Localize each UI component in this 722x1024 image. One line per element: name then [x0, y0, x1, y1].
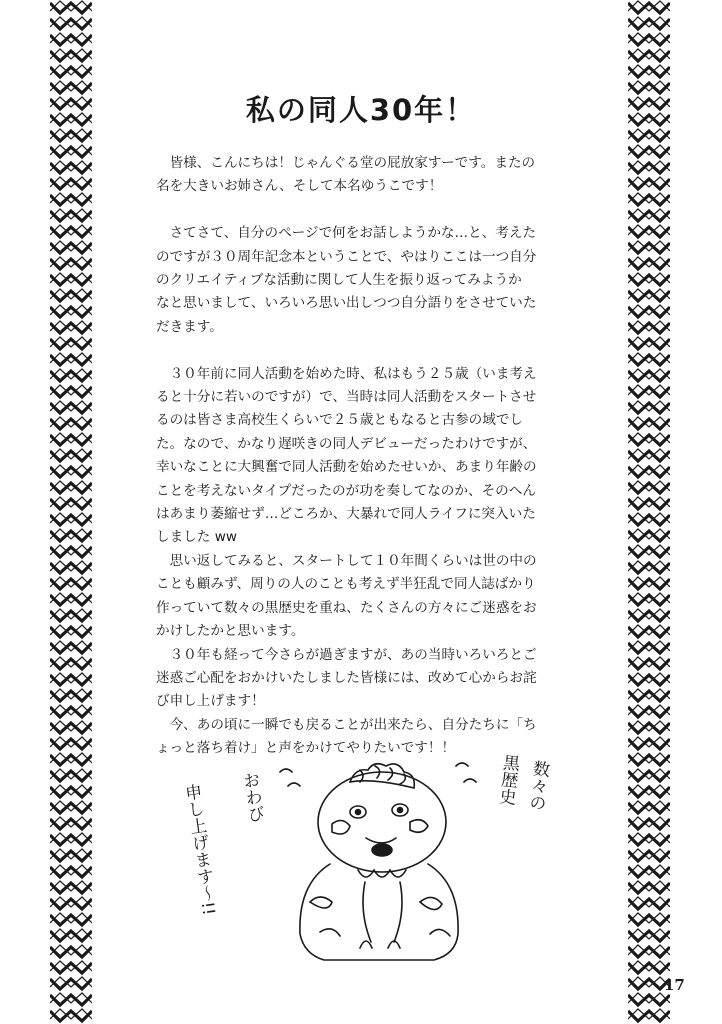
character-illustration	[160, 742, 560, 972]
body-line: 作っていて数々の黒歴史を重ね、たくさんの方々にご迷惑をお	[156, 599, 537, 616]
page-title: 私の同人30年！	[245, 93, 477, 127]
body-line: ょっと落ち着け」と声をかけてやりたいです！！	[156, 740, 456, 757]
body-line: しました ww	[156, 529, 237, 546]
body-line: び申し上げます！	[156, 693, 265, 710]
body-line: だきます。	[156, 318, 223, 335]
body-line: 思い返してみると、スタートして１０年間くらいは世の中の	[156, 552, 537, 569]
right-zigzag-border	[628, 0, 670, 1024]
body-line: 皆様、こんにちは！じゃんぐる堂の屁放家すーです。またの	[156, 155, 536, 171]
body-line: ３０年も経って今さらが過ぎますが、あの当時いろいろとご	[156, 646, 537, 663]
paragraph-spacer	[156, 339, 576, 362]
paragraph-spacer	[156, 199, 576, 222]
body-line: 幸いなことに大興奮で同人活動を始めたせいか、あまり年齢の	[156, 459, 537, 476]
body-line: のクリエイティブな活動に関して人生を振り返ってみようか	[156, 272, 522, 289]
body-line: ３０年前に同人活動を始めた時、私はもう２５歳（いま考え	[156, 365, 537, 382]
body-line: 今、あの頃に一瞬でも戻ることが出来たら、自分たちに「ち	[156, 716, 537, 733]
body-line: なと思いまして、いろいろ思い出しつつ自分語りをさせていた	[156, 295, 537, 312]
body-line: のですが３０周年記念本ということで、やはりここは一つ自分	[156, 248, 537, 265]
body-line: ことを考えないタイプだったのが功を奏してなのか、そのへん	[156, 482, 536, 499]
left-zigzag-border	[50, 0, 92, 1024]
essay-body	[156, 152, 576, 761]
body-line: さてさて、自分のページで何をお話しようかな…と、考えた	[156, 225, 537, 242]
caption-kurorekishi: 黒歴史	[494, 752, 520, 806]
body-line: た。なので、かなり遅咲きの同人デビューだったわけですが、	[156, 435, 537, 452]
caption-owabi: おわび	[238, 770, 266, 824]
caption-moushiagemasu: 申し上げます〜!!	[180, 782, 219, 917]
body-line: 迷惑ご心配をおかけいたしました皆様には、改めて心からお詫	[156, 669, 537, 686]
body-line: はあまり萎縮せず…どころか、大暴れで同人ライフに突入いた	[156, 506, 536, 523]
page-number: 17	[664, 976, 685, 994]
body-line: 名を大きいお姉さん、そして本名ゆうこです！	[156, 178, 443, 195]
body-line: ると十分に若いのですが）で、当時は同人活動をスタートさせ	[156, 389, 537, 406]
caption-kazukazu: 数々の	[524, 758, 550, 812]
body-line: かけしたかと思います。	[156, 623, 305, 640]
body-line: るのは皆さま高校生くらいで２５歳ともなると古参の域でし	[156, 412, 524, 429]
body-line: ことも顧みず、周りの人のことも考えず半狂乱で同人誌ばかり	[156, 576, 536, 593]
